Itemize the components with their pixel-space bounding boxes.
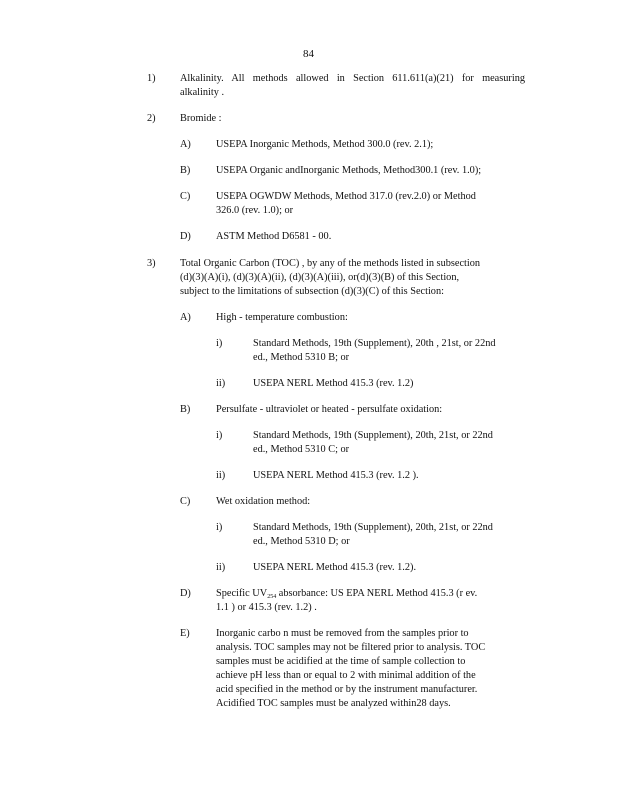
- item-3Ai-label: i): [216, 338, 223, 349]
- item-3Bi-text-line1: Standard Methods, 19th (Supplement), 20th, 21st, or 22nd: [253, 430, 493, 441]
- page-number: 84: [303, 48, 314, 60]
- item-3-text-line2: (d)(3)(A)(i), (d)(3)(A)(ii), (d)(3)(A)(iii), or(d)(3)(B) of this Section,: [180, 272, 460, 283]
- item-2D-text: ASTM Method D6581 - 00.: [216, 231, 332, 242]
- item-3Ai-text-line2: ed., Method 5310 B; or: [253, 352, 350, 363]
- item-2B-text: USEPA Organic andInorganic Methods, Method300.1 (rev. 1.0);: [216, 165, 482, 176]
- item-3Bi-text-line2: ed., Method 5310 C; or: [253, 444, 350, 455]
- item-3Ai-text-line1: Standard Methods, 19th (Supplement), 20th , 21st, or 22nd: [253, 338, 496, 349]
- item-3Cii-label: ii): [216, 562, 226, 573]
- item-1-text-line1: Alkalinity. All methods allowed in Section 611.611(a)(21) for measuring: [180, 73, 525, 84]
- item-2-text: Bromide :: [180, 113, 222, 124]
- item-3E-line3: samples must be acidified at the time of sample collection to: [216, 656, 466, 667]
- item-3Bi-label: i): [216, 430, 223, 441]
- item-3C-label: C): [180, 496, 191, 507]
- item-3E-label: E): [180, 628, 190, 639]
- item-3A-text: High - temperature combustion:: [216, 312, 348, 323]
- item-3Aii-text: USEPA NERL Method 415.3 (rev. 1.2): [253, 378, 414, 389]
- item-3E-line5: acid specified in the method or by the instrument manufacturer.: [216, 684, 478, 695]
- item-3Ci-text-line1: Standard Methods, 19th (Supplement), 20th, 21st, or 22nd: [253, 522, 493, 533]
- item-3E-line6: Acidified TOC samples must be analyzed within28 days.: [216, 698, 451, 709]
- item-2D-label: D): [180, 231, 191, 242]
- item-3E-line4: achieve pH less than or equal to 2 with minimal addition of the: [216, 670, 476, 681]
- item-3-text-line3: subject to the limitations of subsection (d)(3)(C) of this Section:: [180, 286, 444, 297]
- item-3D-text-line2: 1.1 ) or 415.3 (rev. 1.2) .: [216, 602, 317, 613]
- item-2C-text-line2: 326.0 (rev. 1.0); or: [216, 205, 294, 216]
- item-2B-label: B): [180, 165, 191, 176]
- item-2A-label: A): [180, 139, 191, 150]
- item-3-text-line1: Total Organic Carbon (TOC) , by any of the methods listed in subsection: [180, 258, 481, 269]
- item-3Cii-text: USEPA NERL Method 415.3 (rev. 1.2).: [253, 562, 417, 573]
- item-3E-line1: Inorganic carbo n must be removed from the samples prior to: [216, 628, 469, 639]
- item-3C-text: Wet oxidation method:: [216, 496, 311, 507]
- item-3Ci-text-line2: ed., Method 5310 D; or: [253, 536, 350, 547]
- item-3D-uv-subscript: 254: [267, 594, 277, 600]
- item-3B-text: Persulfate - ultraviolet or heated - persulfate oxidation:: [216, 404, 443, 415]
- item-3Bii-label: ii): [216, 470, 226, 481]
- item-2C-label: C): [180, 191, 191, 202]
- item-3Ci-label: i): [216, 522, 223, 533]
- item-3B-label: B): [180, 404, 191, 415]
- item-3D-label: D): [180, 588, 191, 599]
- item-1-text-line2: alkalinity .: [180, 87, 225, 98]
- item-3-label: 3): [147, 258, 156, 269]
- item-3A-label: A): [180, 312, 191, 323]
- item-2C-text-line1: USEPA OGWDW Methods, Method 317.0 (rev.2.0) or Method: [216, 191, 476, 202]
- item-3E-line2: analysis. TOC samples may not be filtered prior to analysis. TOC: [216, 642, 486, 653]
- item-3D-text-post: absorbance: US EPA NERL Method 415.3 (r ev.: [276, 588, 478, 599]
- item-3D-text-pre: Specific UV: [216, 588, 268, 599]
- item-2-label: 2): [147, 113, 156, 124]
- item-2A-text: USEPA Inorganic Methods, Method 300.0 (rev. 2.1);: [216, 139, 434, 150]
- item-3Bii-text: USEPA NERL Method 415.3 (rev. 1.2 ).: [253, 470, 419, 481]
- item-3Aii-label: ii): [216, 378, 226, 389]
- item-1-label: 1): [147, 73, 156, 84]
